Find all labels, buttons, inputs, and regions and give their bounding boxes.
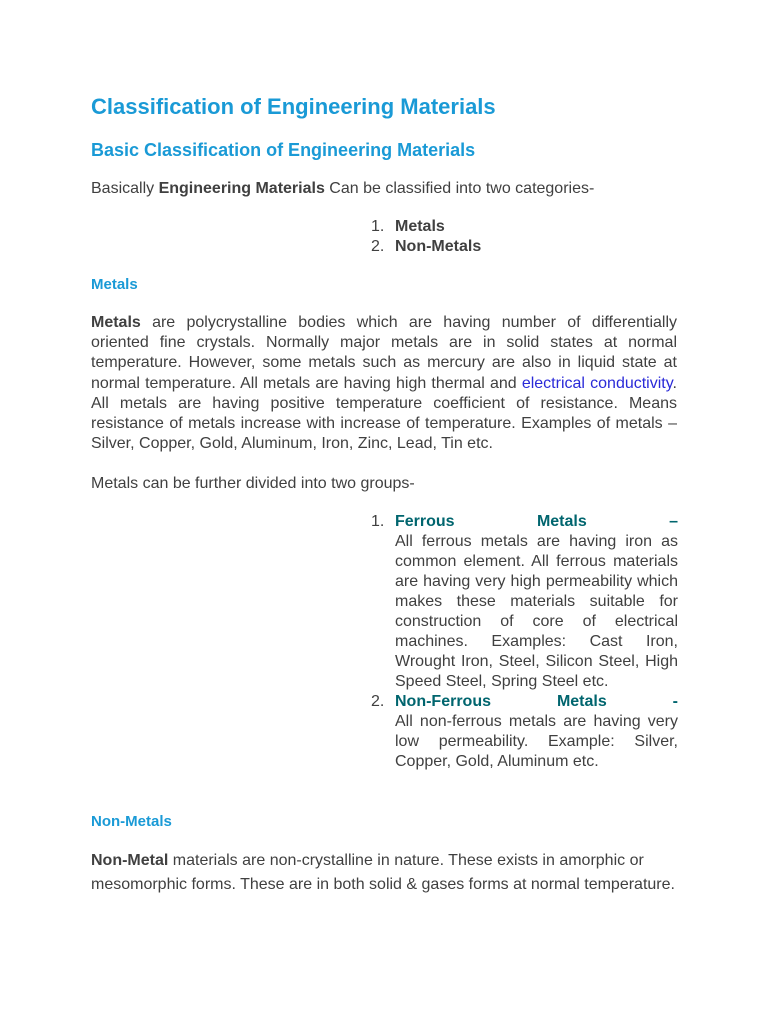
- group-title: [395, 692, 678, 712]
- group-title-word: Metals: [556, 693, 607, 710]
- groups-intro: Metals can be further divided into two groups-: [91, 475, 415, 492]
- list-item: [371, 217, 678, 237]
- category-label: Non-Metals: [395, 238, 482, 255]
- list-item: [371, 692, 678, 772]
- intro-bold: Engineering Materials: [158, 180, 325, 197]
- nonmetals-lead: Non-Metal: [91, 852, 169, 869]
- list-item: [371, 512, 678, 692]
- nonmetals-heading: Non-Metals: [91, 813, 172, 830]
- list-number: 2.: [371, 238, 385, 255]
- group-description: All non-ferrous metals are having very low permeability. Example: Silver, Copper, Gold, Aluminum etc.: [395, 713, 678, 770]
- metals-paragraph: [91, 313, 677, 454]
- electrical-conductivity-link[interactable]: electrical conductivity: [521, 374, 673, 392]
- group-title: [395, 512, 678, 532]
- category-label: Metals: [395, 218, 445, 235]
- intro-paragraph: [91, 179, 677, 199]
- list-number: 1.: [371, 513, 385, 530]
- page-title: Classification of Engineering Materials: [91, 94, 496, 119]
- list-number: 2.: [371, 693, 385, 710]
- metals-text-2: . All metals are having positive temperature coefficient of resistance. Means resistance of metals increase with increase of temperature. Examples of metals – Silver, Copper, Gold, Aluminum, Iron, Zinc, Lead, Tin etc.: [91, 374, 677, 453]
- section-subtitle: Basic Classification of Engineering Materials: [91, 140, 476, 160]
- metals-text-1: are polycrystalline bodies which are having number of differentially oriented fine crystals. Normally major metals are in solid states at normal temperature. However, some metals such as mercury are also in liquid state at normal temperature. All metals are having high thermal and: [91, 314, 677, 392]
- categories-list: [371, 217, 678, 257]
- nonmetals-text: materials are non-crystalline in nature. These exists in amorphic or mesomorphic forms. These are in both solid & gases forms at normal temperature.: [91, 852, 675, 893]
- intro-suffix: Can be classified into two categories-: [324, 180, 595, 197]
- list-number: 1.: [371, 218, 385, 235]
- group-title-word: Non-Ferrous: [395, 693, 491, 710]
- group-title-dash: -: [672, 693, 678, 710]
- group-title-word: Metals: [536, 513, 587, 530]
- groups-list: [371, 512, 678, 772]
- intro-prefix: Basically: [91, 180, 159, 197]
- list-item: [371, 237, 678, 257]
- group-title-dash: –: [669, 513, 678, 530]
- group-title-word: Ferrous: [395, 513, 455, 530]
- metals-lead: Metals: [91, 314, 141, 331]
- metals-heading: Metals: [91, 276, 138, 293]
- nonmetals-paragraph: [91, 849, 677, 897]
- group-description: All ferrous metals are having iron as common element. All ferrous materials are having very high permeability which makes these materials suitable for construction of core of electrical machines. Examples: Cast Iron, Wrought Iron, Steel, Silicon Steel, High Speed Steel, Spring Steel etc.: [395, 533, 678, 690]
